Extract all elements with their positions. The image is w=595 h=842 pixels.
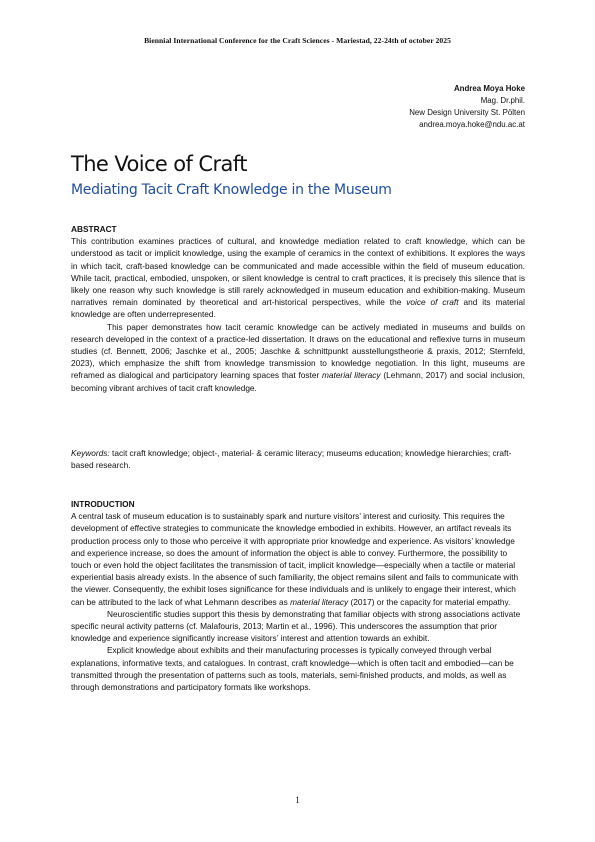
author-degree: Mag. Dr.phil. (480, 96, 525, 105)
abstract-section (71, 223, 525, 394)
keywords-paragraph (71, 447, 525, 471)
abstract-p1-text-a: This contribution examines practices of cultural, and knowledge mediation related to craft knowledge, which can be understood as tacit or implicit knowledge, using the example of ceramics in the context of exhibitions. It explores the ways in which tacit, craft-based knowledge can be communicated and made accessible within the field of museum education. While tacit, practical, embodied, unspoken, or silent knowledge is central to craft practices, it is precisely this silence that is likely one reason why such knowledge is still rarely acknowledged in museum education and exhibition-making. Museum narratives remain dominated by theoretical and art-historical perspectives, while the (71, 236, 525, 308)
abstract-heading: ABSTRACT (71, 224, 117, 234)
conference-header: Biennial International Conference for the Craft Sciences - Mariestad, 22-24th of october 2025 (144, 36, 451, 45)
introduction-section (71, 498, 525, 693)
introduction-paragraph-1 (71, 510, 525, 608)
abstract-p2-text-a: This paper demonstrates how tacit ceramic knowledge can be actively mediated in museums and builds on research developed in the context of a practice-led dissertation. It draws on the educational and reflexive turns in museum studies (cf. Bennett, 2006; Jaschke et al., 2005; Jaschke & schnittpunkt ausstellungstheorie & praxis, 2012; Sternfeld, 2023), which emphasize the shift from knowledge transmission to knowledge negotiation. In this light, museums are reframed as dialogical and participatory learning spaces that foster (71, 321, 525, 381)
introduction-paragraph-3: Explicit knowledge about exhibits and their manufacturing processes is typically conveyed through verbal explanations, informative texts, and catalogues. In contrast, craft knowledge—which is often tacit and embodied—can be transmitted through the presentation of patterns such as tools, materials, semi-finished products, and molds, as well as through demonstrations and participatory formats like workshops. (71, 645, 514, 693)
intro-p1-emphasis: material literacy (290, 596, 349, 607)
paper-title: The Voice of Craft (71, 152, 247, 176)
abstract-p1-emphasis: voice of craft (406, 297, 459, 308)
abstract-p1-text-b: and its material knowledge are often underrepresented. (71, 297, 525, 320)
abstract-p2-emphasis: material literacy (321, 370, 381, 381)
author-block (409, 83, 525, 131)
intro-p1-text-b: (2017) or the capacity for material empathy. (348, 596, 511, 607)
author-email: andrea.moya.hoke@ndu.ac.at (419, 120, 525, 129)
introduction-heading: INTRODUCTION (71, 499, 135, 509)
author-affiliation: New Design University St. Pölten (409, 108, 525, 117)
abstract-paragraph-2 (71, 321, 525, 394)
abstract-paragraph-1 (71, 235, 525, 320)
abstract-p2-text-b: (Lehmann, 2017) and social inclusion, becoming vibrant archives of tacit craft knowledge. (71, 370, 525, 393)
intro-p1-text-a: A central task of museum education is to sustainably spark and nurture visitors’ interest and curiosity. This requires the development of effective strategies to communicate the knowledge embodied in exhibits. However, an artifact reveals its production process only to those who perceive it with appropriate prior knowledge and experience. As visitors’ knowledge and experience increase, so does the amount of information the object is able to convey. Furthermore, the possibility to touch or even hold the object facilitates the transmission of tacit, implicit knowledge—especially when a tactile or material experiential basis already exists. In the absence of such familiarity, the object remains silent and fails to communicate with the viewer. Consequently, the exhibit loses significance for these individuals and is unlikely to engage their interest, which can be attributed to the lack of what Lehmann describes as (71, 511, 519, 607)
keywords-text: tacit craft knowledge; object-, material- & ceramic literacy; museums education; knowledge hierarchies; craft-based research. (71, 448, 512, 471)
author-name: Andrea Moya Hoke (453, 84, 525, 93)
introduction-paragraph-2: Neuroscientific studies support this thesis by demonstrating that familiar objects with strong associations activate specific neural activity patterns (cf. Malafouris, 2013; Martin et al., 1996). This underscores the assumption that prior knowledge and experience significantly increase visitors’ interest and attention towards an exhibit. (71, 608, 521, 644)
keywords-section (71, 447, 525, 471)
page-number: 1 (295, 795, 300, 805)
paper-subtitle: Mediating Tacit Craft Knowledge in the Museum (71, 182, 392, 198)
keywords-label: Keywords: (71, 448, 110, 458)
